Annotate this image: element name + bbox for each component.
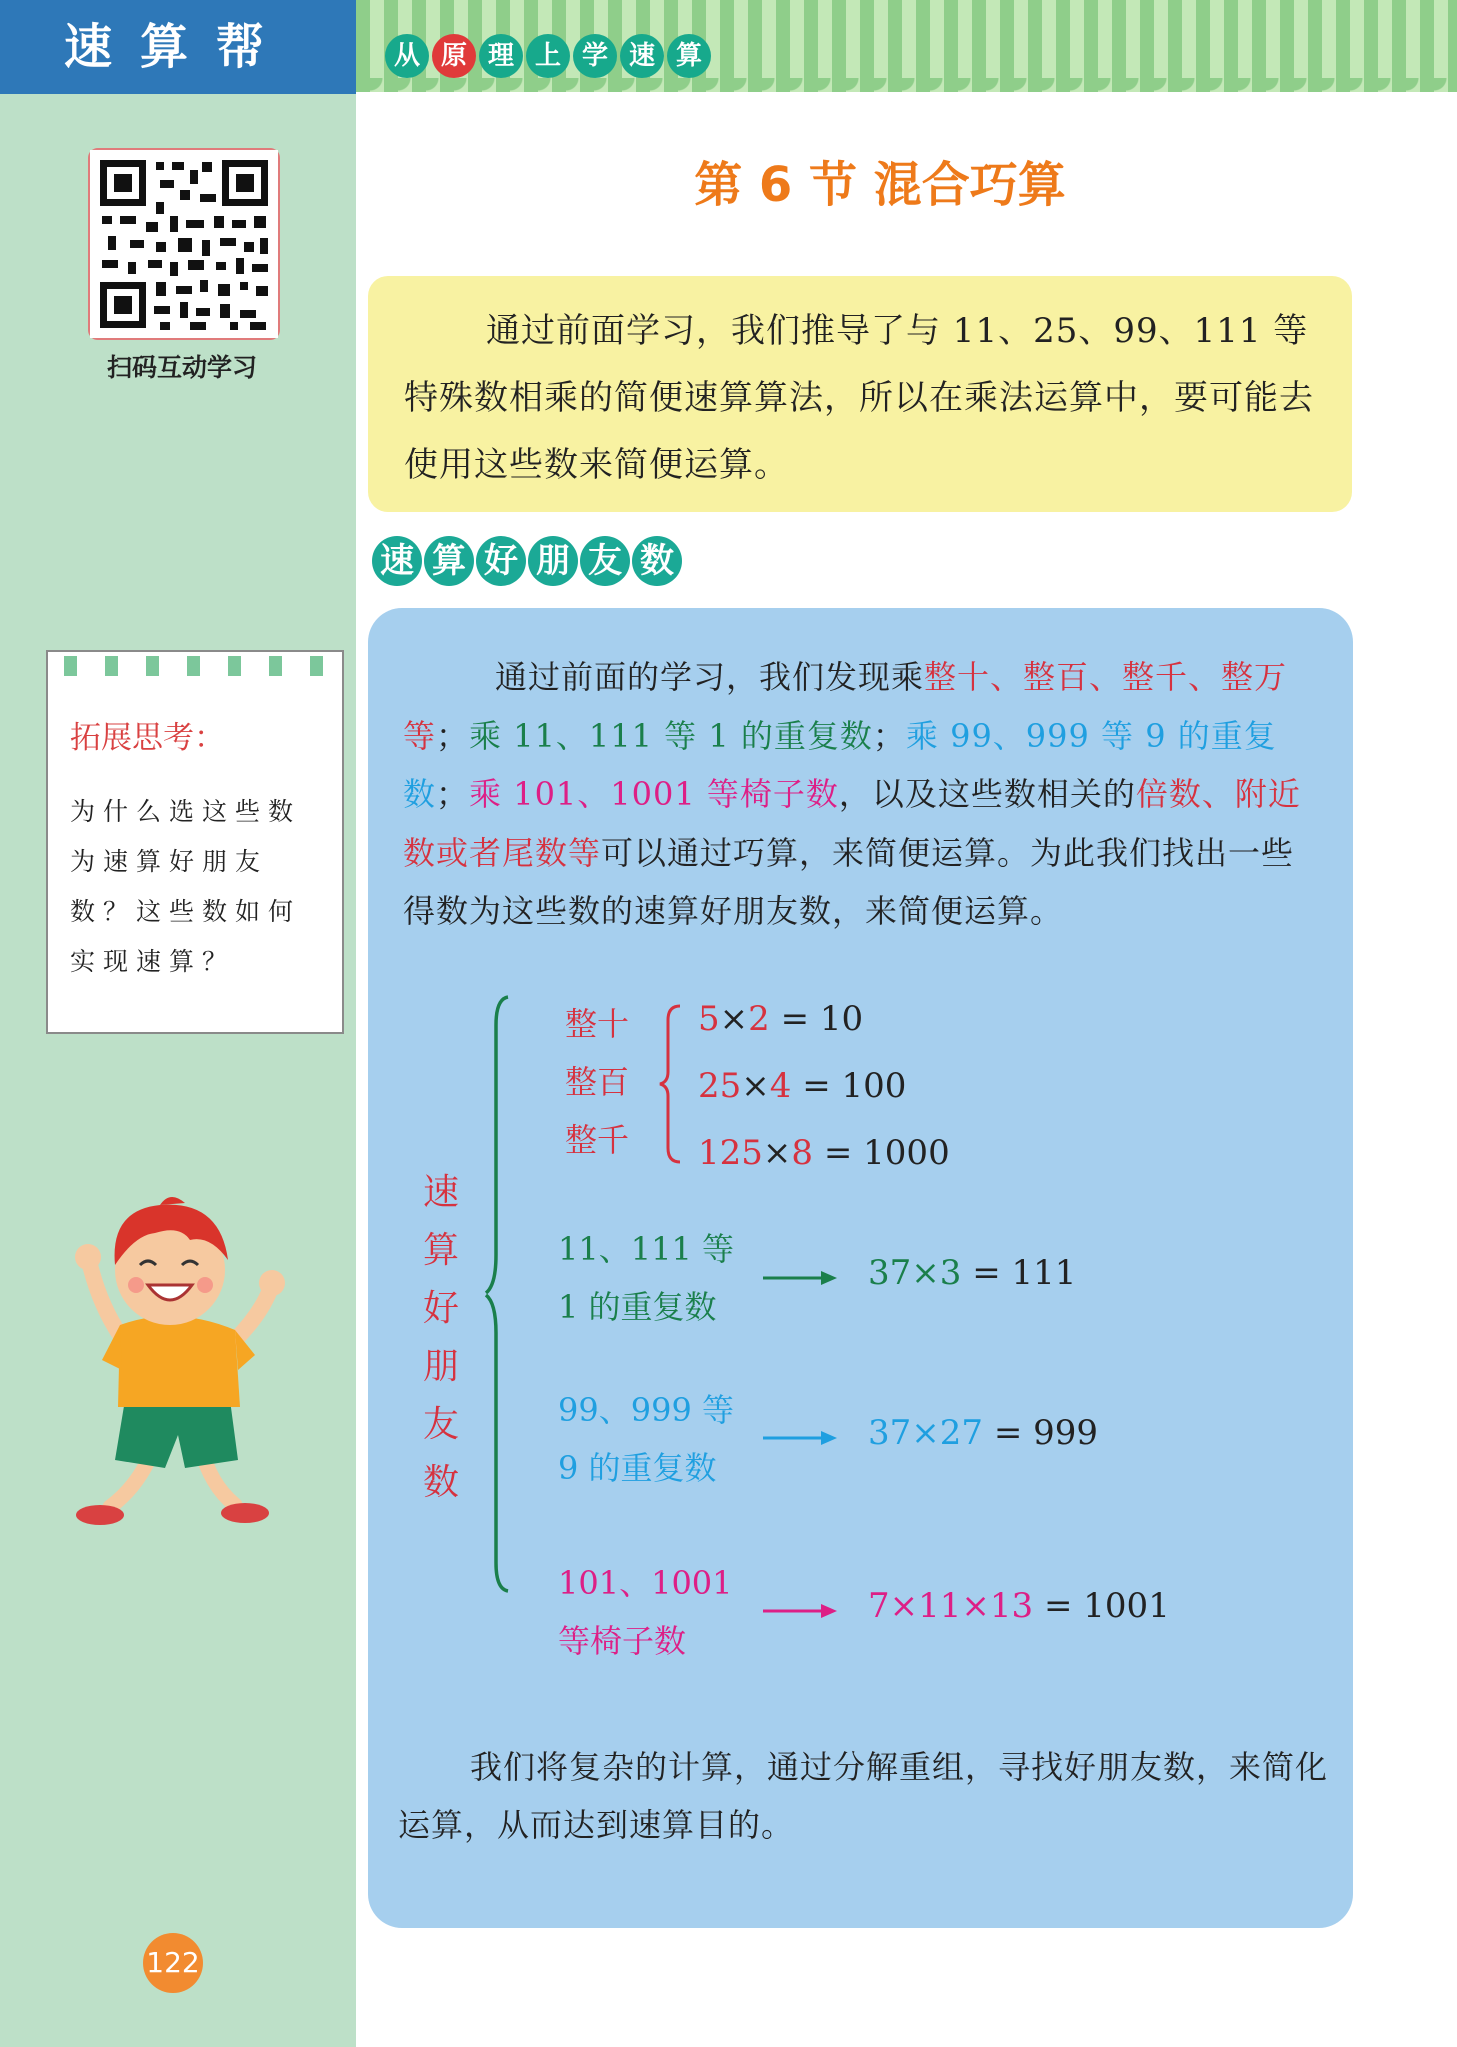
para-text: ； [436, 775, 470, 813]
root-label-char: 速 [422, 1172, 459, 1213]
arrow-green [763, 1268, 839, 1288]
label-hundreds: 整百 [565, 1063, 630, 1101]
para-highlight-chair: 乘 101、1001 等椅子数 [469, 775, 839, 813]
group1-equations [698, 986, 950, 1187]
group1-labels [565, 995, 629, 1169]
para-text: ，以及这些数相关的 [838, 775, 1136, 813]
para-highlight-nines: 乘 99、999 等 9 的重复数 [403, 716, 1277, 813]
small-brace [658, 1004, 684, 1164]
big-brace-top [484, 995, 514, 1295]
slogan-char: 算 [667, 34, 711, 78]
root-label-char: 数 [422, 1462, 459, 1503]
subhead-char: 速 [372, 536, 422, 586]
slogan-char: 理 [479, 34, 523, 78]
group2-line1: 11、111 等 [558, 1230, 734, 1268]
group4-line1: 101、1001 [558, 1564, 733, 1602]
cartoon-boy-illustration [60, 1185, 300, 1530]
slogan [385, 34, 711, 80]
slogan-char: 学 [573, 34, 617, 78]
label-tens: 整十 [565, 1005, 630, 1043]
binder-hole [105, 656, 118, 676]
brand-title: 速算帮 [0, 0, 356, 94]
group3-equation: 37×27 = 999 [868, 1413, 1099, 1453]
subhead-char: 朋 [528, 536, 578, 586]
group2-equation: 37×3 = 111 [868, 1253, 1077, 1293]
eq-row: 5×2 = 10 [698, 999, 864, 1039]
para-highlight-ones: 乘 11、111 等 1 的重复数 [469, 716, 873, 755]
para-text: ； [436, 716, 470, 755]
group3-line1: 99、999 等 [558, 1391, 734, 1429]
subhead-char: 算 [424, 536, 474, 586]
subhead-char: 友 [580, 536, 630, 586]
binder-hole [64, 656, 77, 676]
para-text: 可以通过巧算，来简便运算。为此我们找出一些得数为这些数的速算好朋友数，来简便运算。 [403, 833, 1295, 930]
intro-box [368, 276, 1352, 512]
root-label-char: 算 [422, 1230, 459, 1271]
main-box [368, 608, 1353, 1928]
group4-equation: 7×11×13 = 1001 [868, 1586, 1170, 1626]
subhead-char: 数 [632, 536, 682, 586]
think-box [46, 650, 344, 1034]
root-label-char: 朋 [422, 1346, 459, 1387]
intro-text: 通过前面学习，我们推导了与 11、25、99、111 等特殊数相乘的简便速算算法，所以在乘法运算中，要可能去使用这些数来简便运算。 [404, 311, 1314, 485]
slogan-char: 从 [385, 34, 429, 78]
binder-hole [269, 656, 282, 676]
group3-line2: 9 的重复数 [558, 1449, 717, 1487]
para-highlight-round: 整十、整百、整千、整万等 [403, 658, 1288, 755]
top-scallop-edge [356, 78, 1457, 96]
subhead-char: 好 [476, 536, 526, 586]
group4-labels [558, 1554, 733, 1670]
arrow-blue [763, 1428, 839, 1448]
root-label-char: 友 [422, 1404, 459, 1445]
para-highlight-multiples: 倍数、附近数或者尾数等 [403, 775, 1301, 872]
slogan-char: 速 [620, 34, 664, 78]
think-title: 拓展思考： [70, 720, 225, 756]
binder-hole [310, 656, 323, 676]
qr-code[interactable] [88, 148, 280, 340]
qr-label: 扫码互动学习 [106, 353, 257, 382]
root-label-char: 好 [422, 1288, 459, 1329]
eq-row: 25×4 = 100 [698, 1066, 907, 1106]
subheading [372, 536, 682, 586]
binder-hole [187, 656, 200, 676]
qr-code-icon [90, 150, 278, 338]
para-text: 通过前面的学习，我们发现乘 [495, 658, 925, 696]
group3-labels [558, 1381, 734, 1497]
slogan-char: 原 [432, 34, 476, 78]
slogan-char: 上 [526, 34, 570, 78]
section-title: 第 6 节 混合巧算 [694, 157, 1066, 213]
binder-hole [228, 656, 241, 676]
para-text: ； [872, 716, 906, 755]
think-body: 为什么选这些数为速算好朋友数？这些数如何实现速算？ [70, 797, 302, 976]
big-brace-bottom [484, 1293, 514, 1593]
root-label [416, 1164, 466, 1512]
group2-labels [558, 1220, 734, 1336]
group2-line2: 1 的重复数 [558, 1288, 717, 1326]
binder-hole [146, 656, 159, 676]
group4-line2: 等椅子数 [558, 1622, 687, 1660]
main-paragraph [403, 648, 1321, 941]
eq-row: 125×8 = 1000 [698, 1133, 950, 1173]
label-thousands: 整千 [565, 1121, 630, 1159]
page-number: 122 [143, 1933, 203, 1993]
closing-paragraph: 我们将复杂的计算，通过分解重组，寻找好朋友数，来简化运算，从而达到速算目的。 [398, 1748, 1329, 1844]
arrow-pink [763, 1601, 839, 1621]
